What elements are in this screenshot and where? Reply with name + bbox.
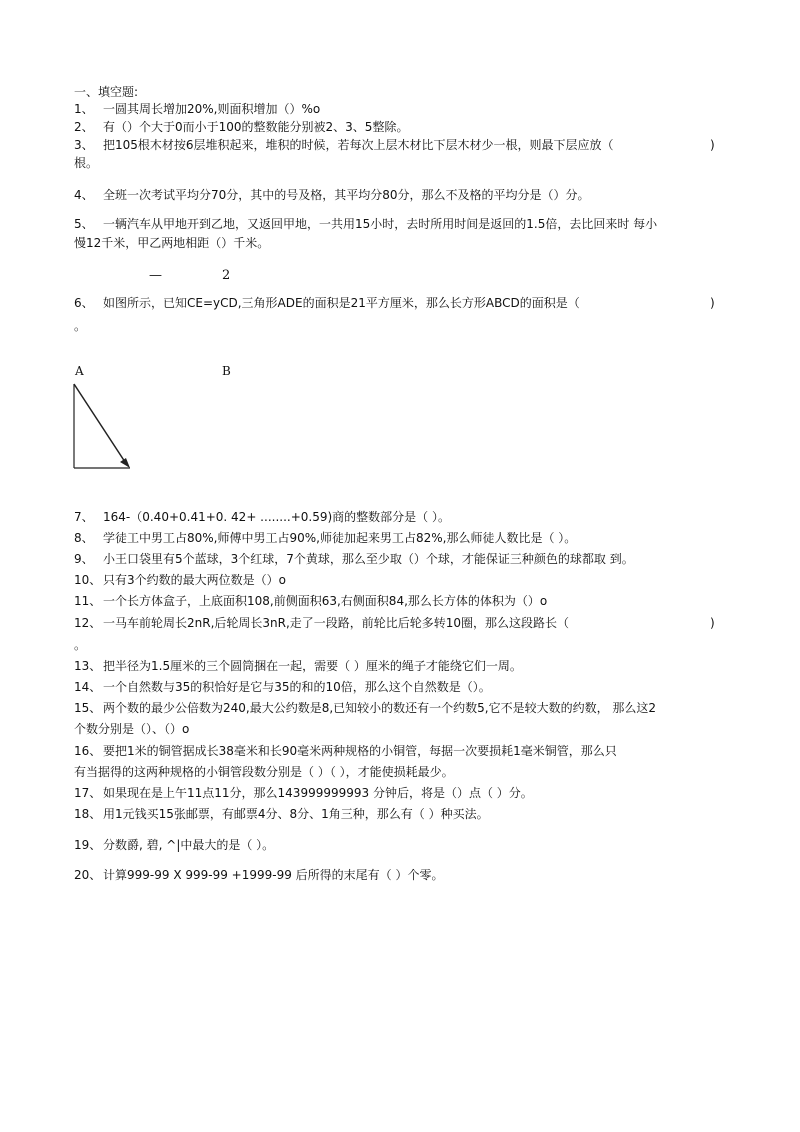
question-number: 10、 xyxy=(74,573,102,587)
question-number: 8、 xyxy=(74,531,94,545)
question-number: 4、 xyxy=(74,188,94,202)
question-text: 学徒工中男工占80%,师傅中男工占90%,师徒加起来男工占82%,那么师徒人数比是（ ）。 xyxy=(103,531,577,545)
question-number: 7、 xyxy=(74,510,94,524)
question-text: 两个数的最少公倍数为240,最大公约数是8,已知较小的数还有一个约数5,它不是较大数的约数， 那么这2 xyxy=(103,701,657,715)
question-number: 16、 xyxy=(74,744,102,758)
question-number: 5、 xyxy=(74,217,94,231)
question-number: 11、 xyxy=(74,594,102,608)
question-number: 3、 xyxy=(74,138,94,152)
question-number: 12、 xyxy=(74,616,102,630)
question-text: 有（）个大于0而小于100的整数能分别被2、3、5整除。 xyxy=(103,120,409,134)
question-text-continued: 。 xyxy=(74,319,87,333)
question-text: 要把1米的铜管据成长38毫米和长90毫米两种规格的小铜管，每据一次要损耗1毫米铜管，那么只 xyxy=(103,744,617,758)
rectangle-figure xyxy=(70,380,140,472)
answer-paren-close: ) xyxy=(710,138,715,152)
question-text: 用1元钱买15张邮票，有邮票4分、8分、1角三种，那么有（ ）种买法。 xyxy=(103,807,489,821)
fraction-bar-marker: — xyxy=(149,268,162,283)
question-text: 计算999-99 X 999-99 +1999-99 后所得的末尾有（ ）个零。 xyxy=(103,868,444,882)
figure-label-b: B xyxy=(222,364,231,378)
question-text: 一马车前轮周长2nR,后轮周长3nR,走了一段路，前轮比后轮多转10圈，那么这段路长（ xyxy=(103,616,570,630)
question-text-continued: 根。 xyxy=(74,156,99,170)
question-number: 6、 xyxy=(74,296,94,310)
question-text: 只有3个约数的最大两位数是（）o xyxy=(103,573,286,587)
question-number: 18、 xyxy=(74,807,102,821)
question-text: 一圆其周长增加20%,则面积增加（）%o xyxy=(103,102,321,116)
question-number: 2、 xyxy=(74,120,94,134)
question-number: 19、 xyxy=(74,838,102,852)
question-text: 一个自然数与35的积恰好是它与35的和的10倍，那么这个自然数是（）。 xyxy=(103,680,491,694)
question-text: 如图所示，已知CE=yCD,三角形ADE的面积是21平方厘米，那么长方形ABCD的面积是（ xyxy=(103,296,580,310)
question-text-continued: 。 xyxy=(74,638,87,652)
question-number: 9、 xyxy=(74,552,94,566)
question-text: 小王口袋里有5个蓝球，3个红球，7个黄球，那么至少取（）个球，才能保证三种颜色的球都取 到。 xyxy=(103,552,634,566)
question-text-continued: 个数分别是（）、（）o xyxy=(74,722,190,736)
answer-paren-close: ) xyxy=(710,296,715,310)
question-text: 一个长方体盒子，上底面积108,前侧面积63,右侧面积84,那么长方体的体积为（）o xyxy=(103,594,548,608)
question-number: 20、 xyxy=(74,868,102,882)
question-number: 15、 xyxy=(74,701,102,715)
question-number: 13、 xyxy=(74,659,102,673)
figure-label-a: A xyxy=(75,364,84,378)
question-text-continued: 慢12千米，甲乙两地相距（）千米。 xyxy=(74,236,270,250)
question-text: 如果现在是上午11点11分，那么143999999993 分钟后，将是（）点（ ）分。 xyxy=(103,786,533,800)
fraction-denominator-marker: 2 xyxy=(222,268,231,283)
question-text: 分数爵, 碧, ^|中最大的是（ ）。 xyxy=(103,838,275,852)
section-title: 一、填空题: xyxy=(74,85,139,99)
question-text: 一辆汽车从甲地开到乙地，又返回甲地，一共用15小时，去时所用时间是返回的1.5倍，去比回来时 每小 xyxy=(103,217,658,231)
question-number: 1、 xyxy=(74,102,94,116)
figure-diagonal-arrow xyxy=(74,384,127,465)
question-text: 164-（0.40+0.41+0. 42+ ........+0.59)商的整数部分是（ ）。 xyxy=(103,510,450,524)
arrow-head-icon xyxy=(120,458,130,468)
question-text: 全班一次考试平均分70分，其中的号及格，其平均分80分，那么不及格的平均分是（）分。 xyxy=(103,188,590,202)
question-text-continued: 有当据得的这两种规格的小铜管段数分别是（ ）（ ），才能使损耗最少。 xyxy=(74,765,454,779)
question-text: 把105根木材按6层堆积起来，堆积的时候，若每次上层木材比下层木材少一根，则最下层应放（ xyxy=(103,138,614,152)
question-number: 17、 xyxy=(74,786,102,800)
question-text: 把半径为1.5厘米的三个圆筒捆在一起，需要（ ）厘米的绳子才能绕它们一周。 xyxy=(103,659,522,673)
answer-paren-close: ) xyxy=(710,616,715,630)
question-number: 14、 xyxy=(74,680,102,694)
